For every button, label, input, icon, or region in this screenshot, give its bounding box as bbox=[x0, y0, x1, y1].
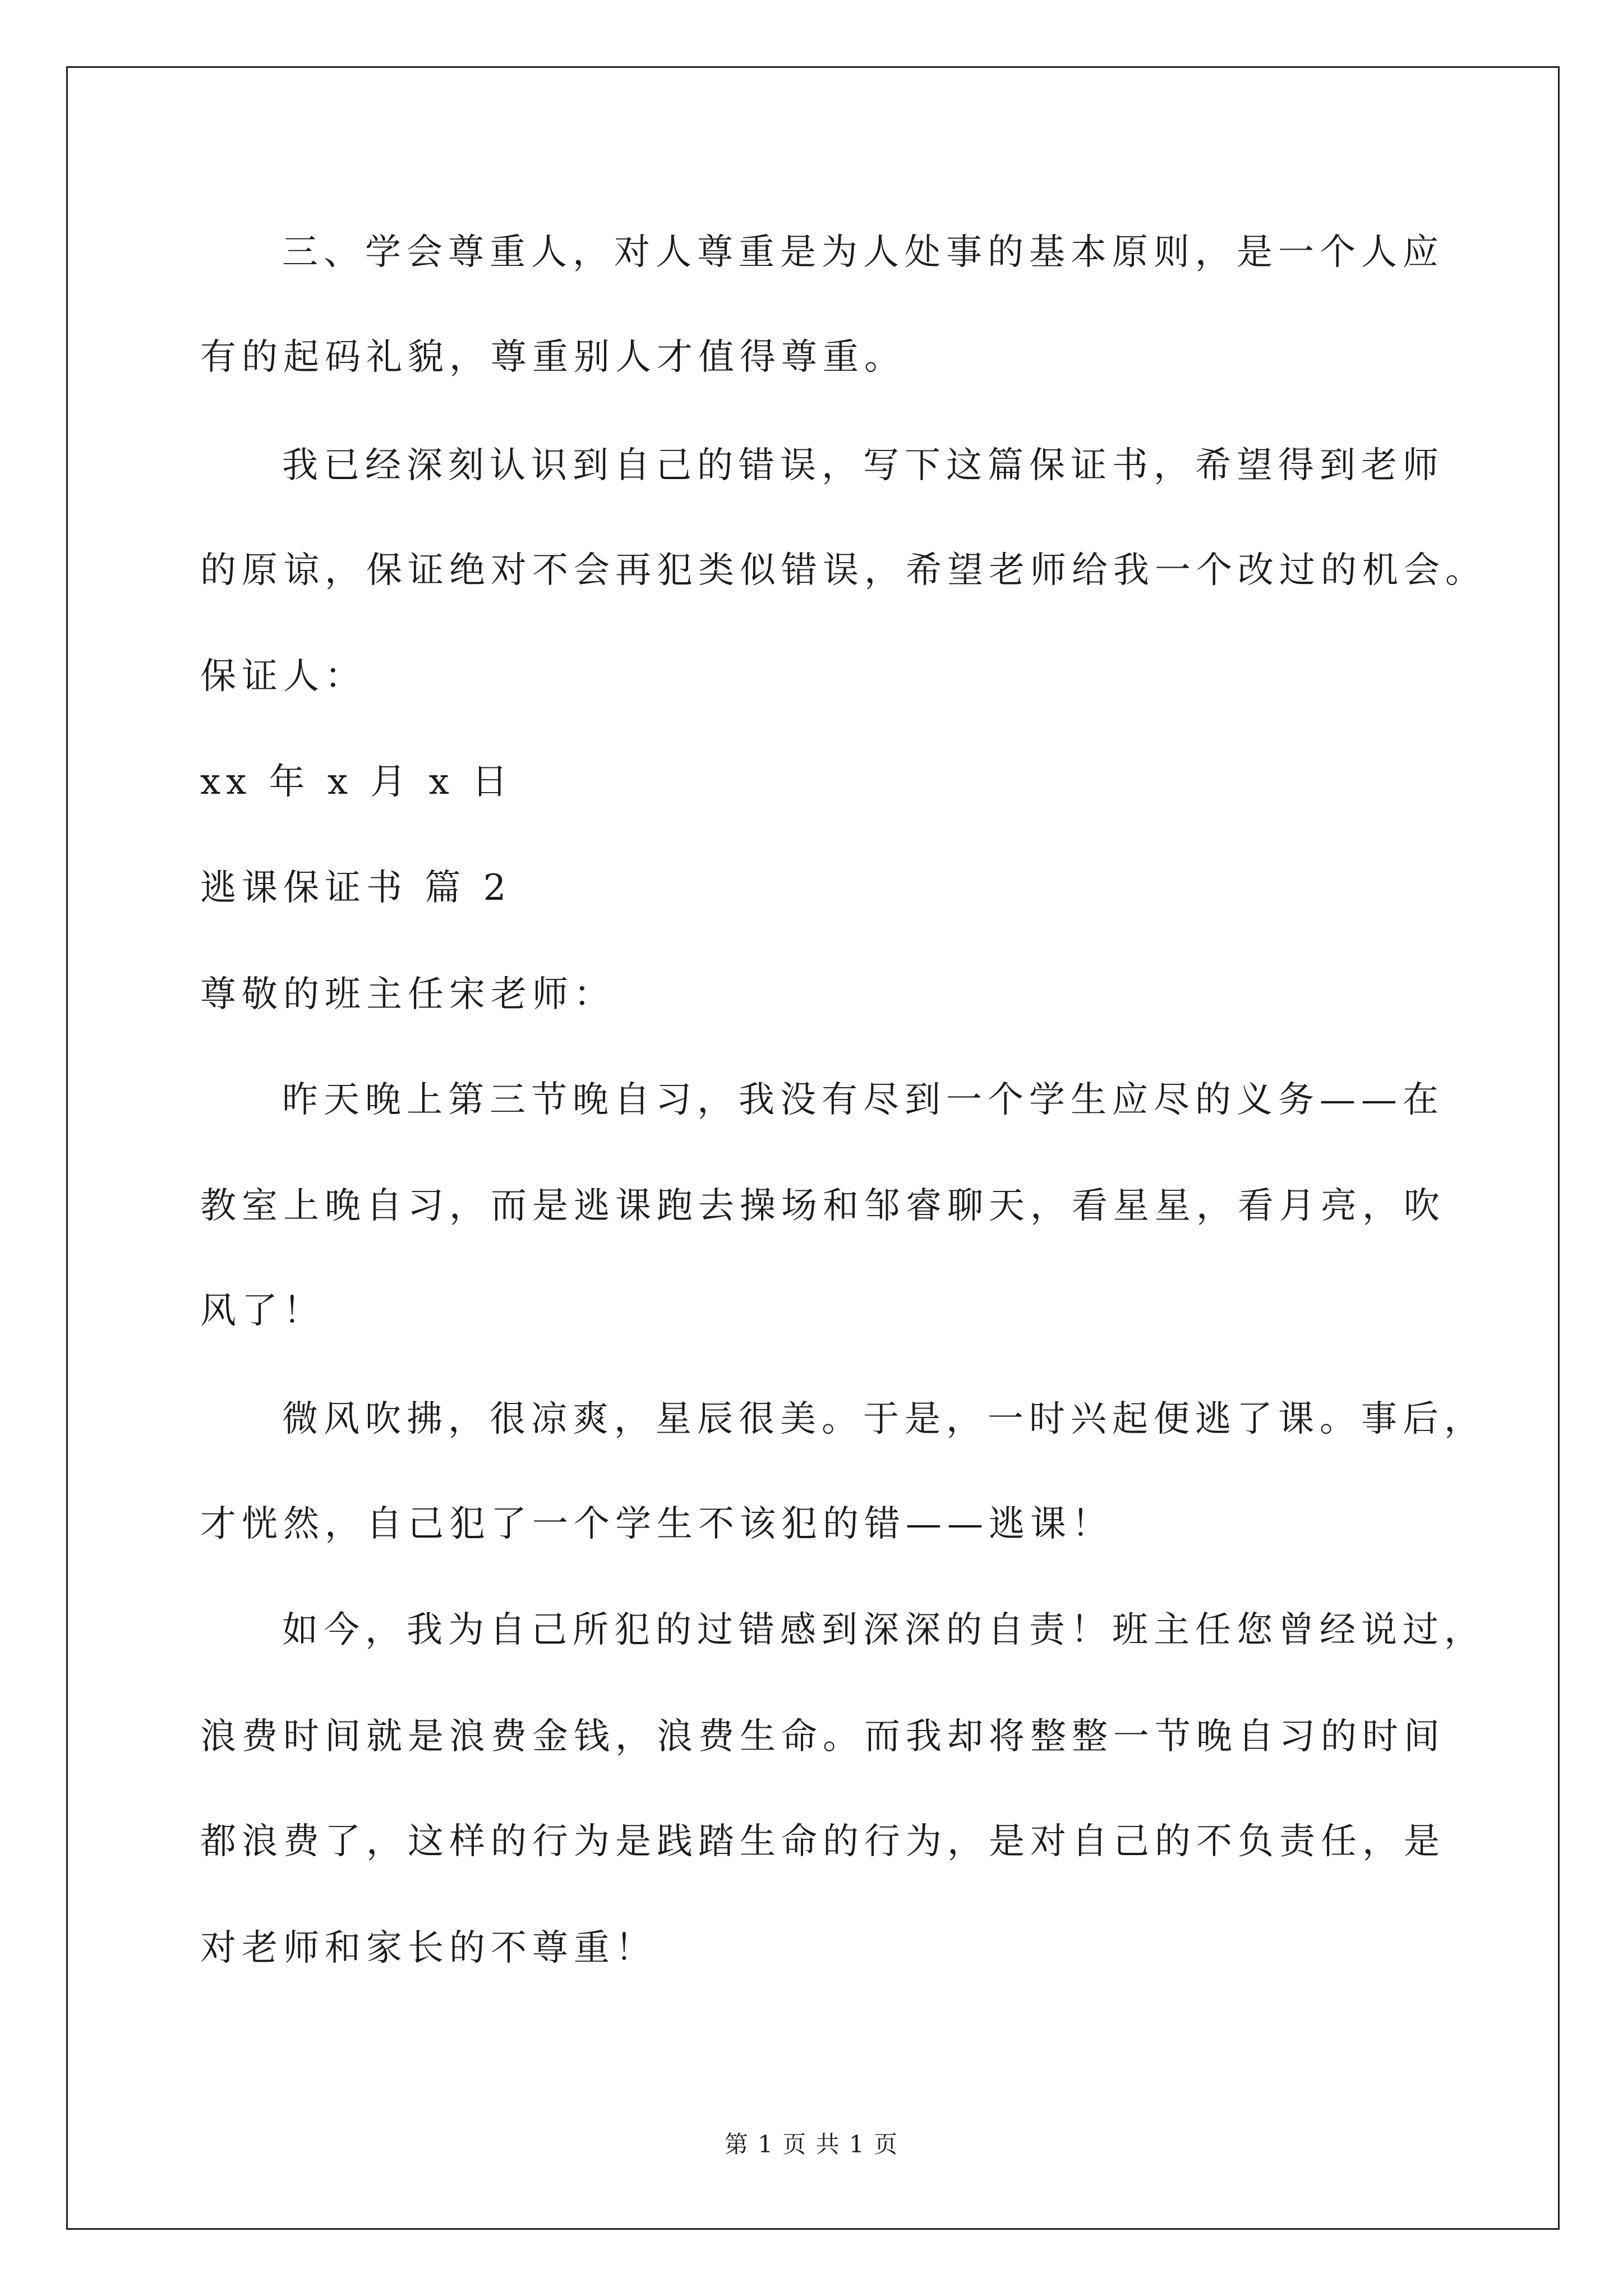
text-line: 我已经深刻认识到自己的错误，写下这篇保证书，希望得到老师 bbox=[282, 445, 1444, 486]
page-footer: 第 1 页 共 1 页 bbox=[724, 2131, 899, 2158]
date-line: xx 年 x 月 x 日 bbox=[200, 761, 514, 803]
text-line: 风了！ bbox=[200, 1290, 325, 1332]
section-title: 逃课保证书 篇 2 bbox=[200, 867, 512, 909]
text-line: 三、学会尊重人，对人尊重是为人处事的基本原则，是一个人应 bbox=[282, 232, 1444, 273]
text-line: 都浪费了，这样的行为是践踏生命的行为，是对自己的不负责任，是 bbox=[200, 1821, 1445, 1862]
salutation: 尊敬的班主任宋老师： bbox=[200, 974, 615, 1015]
page-frame bbox=[66, 66, 1560, 2230]
text-line: 昨天晚上第三节晚自习，我没有尽到一个学生应尽的义务——在 bbox=[282, 1079, 1444, 1121]
text-line: 教室上晚自习，而是逃课跑去操场和邹睿聊天，看星星，看月亮，吹 bbox=[200, 1185, 1445, 1227]
text-line: 有的起码礼貌，尊重别人才值得尊重。 bbox=[200, 337, 906, 378]
signer-label: 保证人： bbox=[200, 656, 366, 697]
text-line: 的原谅，保证绝对不会再犯类似错误，希望老师给我一个改过的机会。 bbox=[200, 550, 1487, 591]
text-line: 对老师和家长的不尊重！ bbox=[200, 1927, 657, 1969]
text-line: 才恍然，自己犯了一个学生不该犯的错——逃课！ bbox=[200, 1503, 1113, 1545]
text-line: 浪费时间就是浪费金钱，浪费生命。而我却将整整一节晚自习的时间 bbox=[200, 1716, 1445, 1757]
text-line: 如今，我为自己所犯的过错感到深深的自责！班主任您曾经说过， bbox=[282, 1609, 1486, 1651]
text-line: 微风吹拂，很凉爽，星辰很美。于是，一时兴起便逃了课。事后， bbox=[282, 1398, 1486, 1440]
